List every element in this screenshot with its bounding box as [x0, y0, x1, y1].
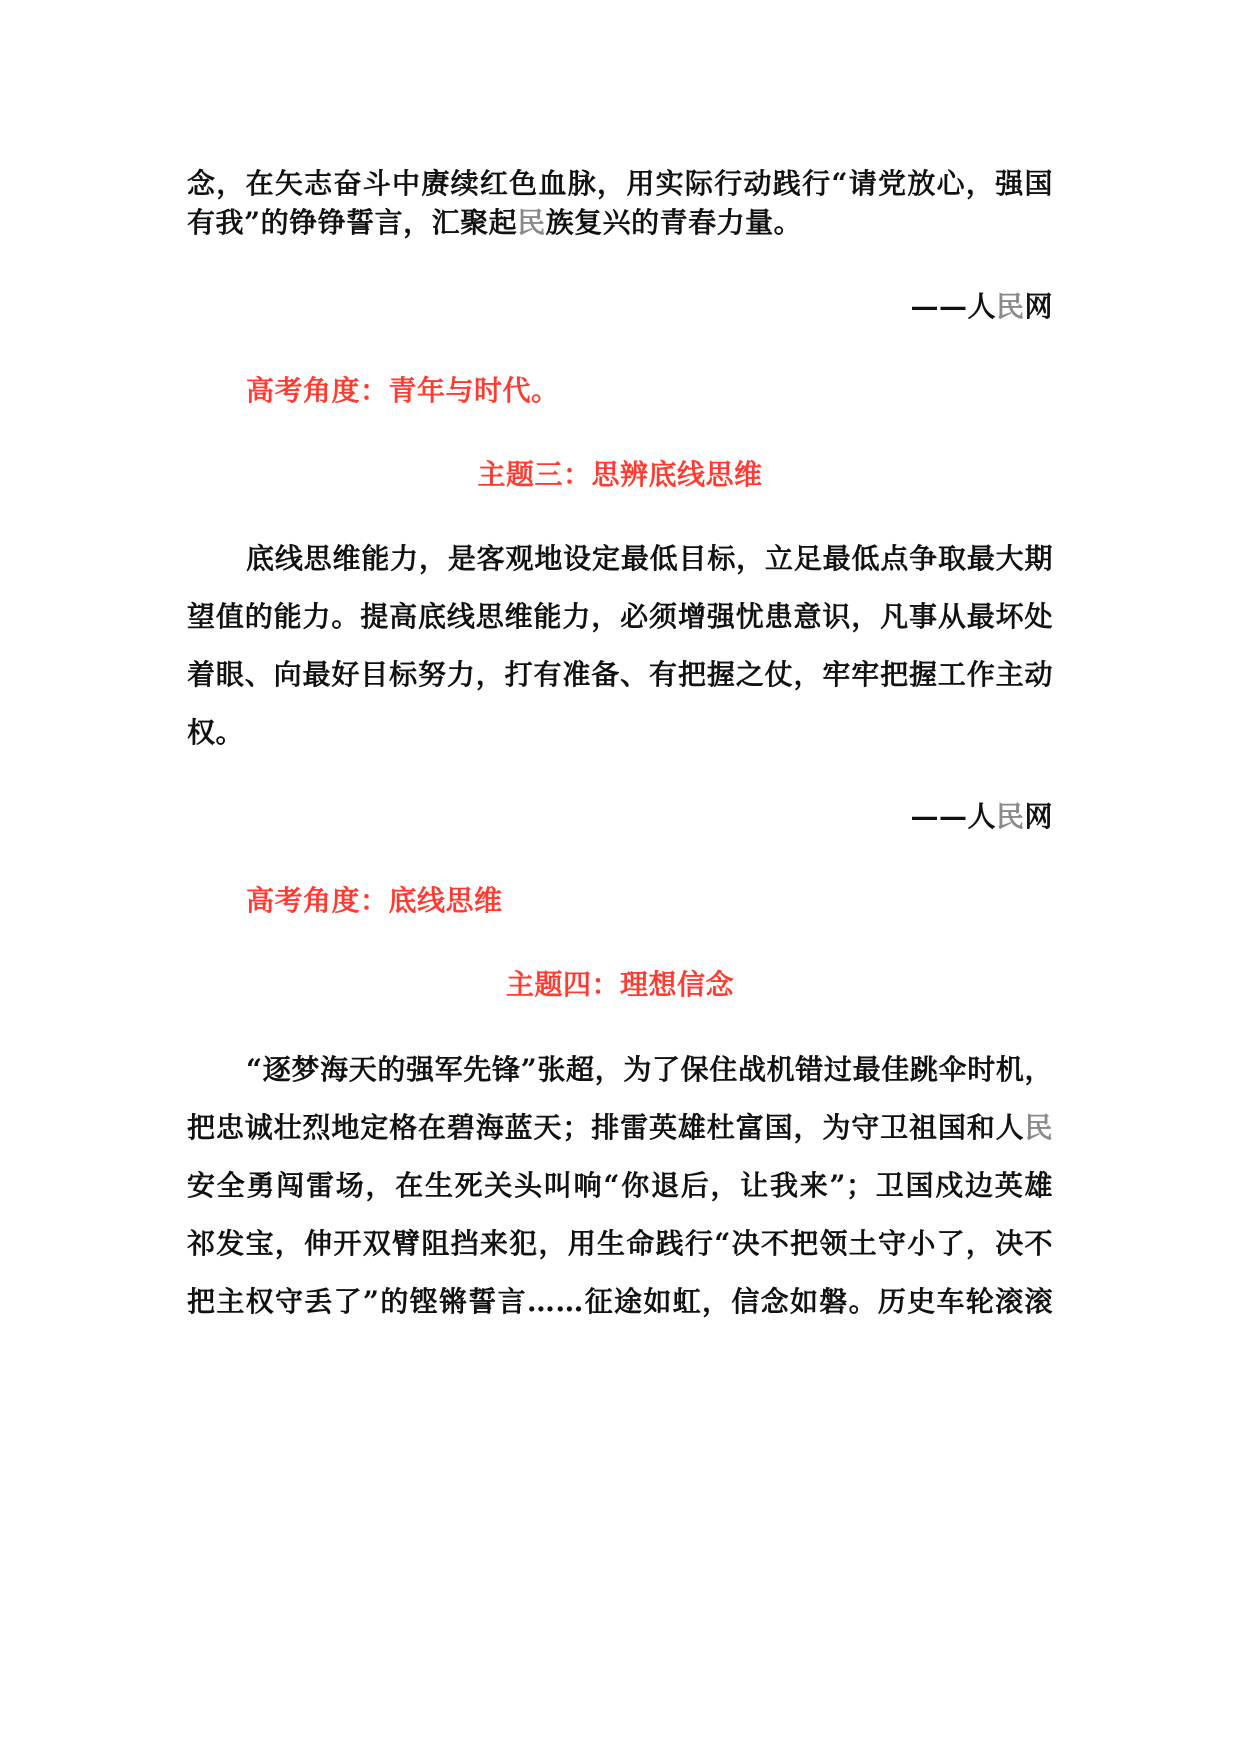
source-prefix: ——人 [910, 290, 996, 323]
exam-angle-2: 高考角度：底线思维 [246, 884, 503, 917]
source-attribution-2 [187, 797, 1053, 837]
paragraph-3-line-2 [187, 1108, 1053, 1148]
paragraph-1-line-2-text-a: 有我”的铮铮誓言，汇聚起 [187, 206, 518, 239]
paragraph-1-line-2 [187, 203, 1053, 243]
paragraph-3-line-5: 把主权守丢了”的铿锵誓言……征途如虹，信念如磐。历史车轮滚滚 [187, 1285, 1053, 1318]
paragraph-3-line-2-text: 把忠诚壮烈地定格在碧海蓝天；排雷英雄杜富国，为守卫祖国和人 [187, 1111, 1025, 1144]
paragraph-1-line-1: 念，在矢志奋斗中赓续红色血脉，用实际行动践行“请党放心，强国 [187, 167, 1053, 200]
source-attribution-1 [187, 287, 1053, 327]
paragraph-2-line-4: 权。 [187, 716, 245, 749]
theme-3-heading: 主题三：思辨底线思维 [477, 458, 763, 491]
paragraph-1-line-2-text-c: 族复兴的青春力量。 [545, 206, 803, 239]
source-suffix: 网 [1024, 800, 1053, 833]
theme-4-heading: 主题四：理想信念 [505, 968, 734, 1001]
source-prefix: ——人 [910, 800, 996, 833]
paragraph-2-line-3: 着眼、向最好目标努力，打有准备、有把握之仗，牢牢把握工作主动 [187, 658, 1053, 691]
paragraph-2-line-1: 底线思维能力，是客观地设定最低目标，立足最低点争取最大期 [246, 542, 1053, 575]
exam-angle-1: 高考角度：青年与时代。 [246, 374, 560, 407]
paragraph-2-line-2: 望值的能力。提高底线思维能力，必须增强忧患意识，凡事从最坏处 [187, 600, 1053, 633]
paragraph-3-line-3: 安全勇闯雷场，在生死关头叫响“你退后，让我来”；卫国戍边英雄 [187, 1169, 1053, 1202]
source-gray-character: 民 [995, 800, 1025, 833]
source-gray-character: 民 [995, 290, 1025, 323]
paragraph-3-line-1: “逐梦海天的强军先锋”张超，为了保住战机错过最佳跳伞时机， [246, 1053, 1053, 1086]
gray-character: 民 [1024, 1111, 1053, 1144]
gray-character: 民 [517, 206, 546, 239]
source-suffix: 网 [1024, 290, 1053, 323]
paragraph-3-line-4: 祁发宝，伸开双臂阻挡来犯，用生命践行“决不把领土守小了，决不 [187, 1227, 1053, 1260]
